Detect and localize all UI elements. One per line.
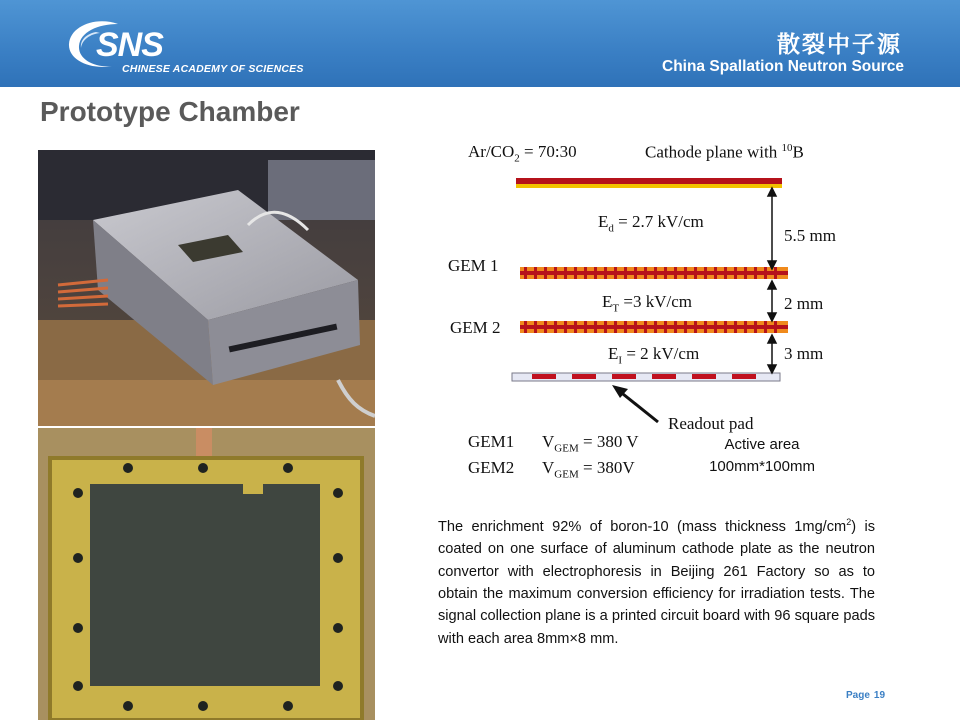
page-title: Prototype Chamber [40, 96, 300, 127]
gem2-label: GEM 2 [450, 318, 501, 337]
header-banner [0, 0, 960, 87]
gem2-voltage-name: GEM2 [468, 458, 515, 477]
induction-field-label: $E_I = 2$ kV/cm [608, 344, 700, 367]
gas-mix-label: $Ar/CO_2$ = 70:30 [468, 142, 577, 165]
sns-logo [66, 18, 304, 78]
gap3-label: 3 mm [784, 344, 824, 363]
readout-pad-label: Readout pad [668, 414, 754, 433]
transfer-field-label: $E_T =3$ kV/cm [602, 292, 692, 315]
gem1-foil [520, 267, 788, 279]
gem1-voltage-name: GEM1 [468, 432, 515, 451]
gap1-label: 5.5 mm [784, 226, 836, 245]
logo-text: SNS [96, 26, 163, 64]
cathode-plane [516, 178, 782, 184]
gem1-label: GEM 1 [448, 256, 499, 275]
gap2-label: 2 mm [784, 294, 824, 313]
chamber-photo [38, 150, 375, 426]
gem2-foil [520, 321, 788, 333]
readout-board [512, 373, 780, 381]
gap-dimension-arrows [768, 188, 776, 373]
cathode-plate-photo [38, 428, 375, 720]
page-number: Page 19 [846, 690, 886, 701]
header-title-en: China Spallation Neutron Source [662, 58, 904, 75]
gem1-voltage-value: $V_{GEM} = 380$ V [542, 432, 639, 455]
active-area-line1: Active area [724, 436, 800, 453]
active-area-note [682, 434, 842, 478]
logo-subtext: CHINESE ACADEMY OF SCIENCES [122, 63, 304, 75]
header-title-cn: 散裂中子源 [777, 32, 902, 58]
description-paragraph: The enrichment 92% of boron-10 (mass thickness $1mg/cm^2$) is coated on one surface of aluminum cathode plate as the neutron convertor with electrophoresis in Beijing 261 Factory so as to obtain the maximum conversion efficiency for irradiation tests. The signal collection plane is a printed circuit board with 96 square pads with each area 8mm×8 mm. [438, 517, 875, 647]
readout-pointer-icon [612, 385, 658, 422]
drift-field-label: $E_d = 2.7$ kV/cm [598, 212, 704, 235]
cathode-label: Cathode plane with $^{10}$B [645, 142, 804, 162]
gem2-voltage-value: $V_{GEM} = 380V$ [542, 458, 635, 481]
active-area-line2: 100mm*100mm [709, 458, 815, 475]
